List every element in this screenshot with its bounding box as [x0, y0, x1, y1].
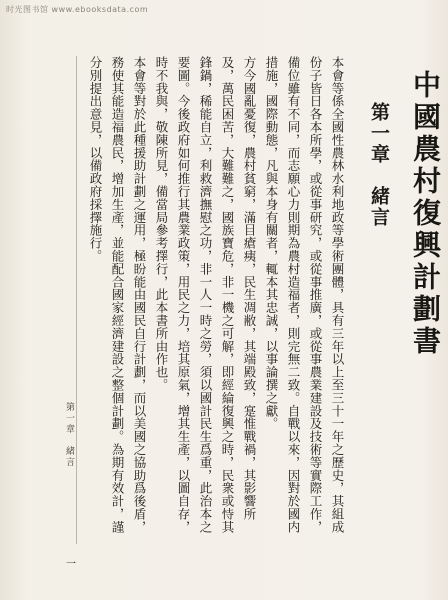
paragraph: 方今國亂憂復，農村貧窮，滿目瘡痍，民生凋敝，其端殿致，寔惟戰禍，其影響所及，萬民困苦，大難難之，國族寶危，非一機之可解，即經綸復興之時，民衆或恃其鋒鍋，稀能自立，利救濟撫慰之功，非一人一時之勞，須以國計民生爲重，此治本之要圖。今後政府如何推行其農業政策，用民之力，培其原氣，增其生產，以圖自存，時不我與，敬陳所見，備當局參考擇行，此本書所由作也。 [154, 56, 257, 534]
running-head: 第一章 緒言 [64, 402, 74, 468]
watermark: 时光图书馆 www.ebooksdata.com [6, 5, 149, 14]
body-text [84, 56, 348, 544]
paragraph: 本會等係全國性農林水利地政等學術團體，具有三年以上至三十一年之歷史，其組成份子皆日各本所學，或從事研究，或從事推廣，或從事農業建設及技術等實際工作，備位雖有不同，而志願心力則期為農村造福者，則完無二致。自戰以來，因對於國内措施，國際動態，凡與本身有關者，輒本其忠誠，以事論撰之獻。 [264, 56, 345, 534]
paragraph: 本會等對於此種援助計劃之運用，極盼能由國民自行計劃，而以美國之協助爲後盾，務使其能造福農民，增加生產，並能配合國家經濟建設之整個計劃。為期有效計，謹分別提出意見，以備政府採擇施行。 [88, 56, 147, 534]
page-number: 一 [66, 559, 76, 570]
chapter-heading: 第一章 緒言 [368, 102, 390, 228]
margin-rule [76, 56, 77, 544]
book-title: 中國農村復興計劃書 [409, 70, 442, 358]
